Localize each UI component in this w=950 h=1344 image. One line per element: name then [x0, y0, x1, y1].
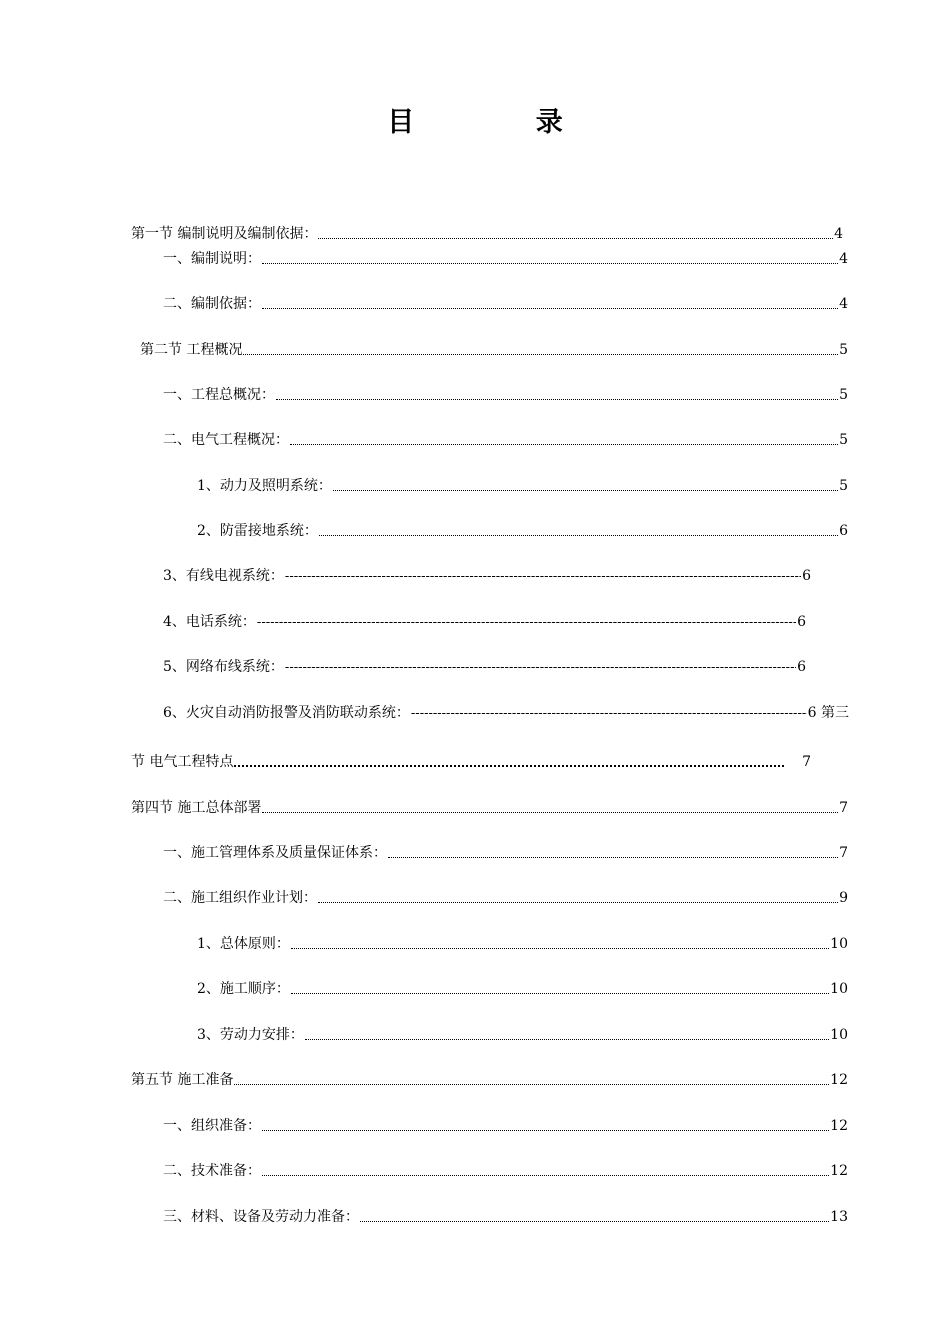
dot-leader: [319, 534, 838, 536]
dash-leader: [411, 705, 807, 723]
dot-leader: [360, 1220, 829, 1222]
dot-leader: [262, 1129, 829, 1131]
toc-page: 6: [839, 523, 848, 539]
toc-entry[interactable]: [163, 386, 848, 404]
toc-entry[interactable]: [163, 704, 849, 722]
toc-entry[interactable]: [131, 225, 843, 243]
toc-entry[interactable]: [197, 980, 848, 998]
toc-page: 5: [839, 432, 848, 448]
toc-label: 一、组织准备：: [163, 1118, 261, 1134]
dot-leader: [262, 811, 838, 813]
dot-leader: [262, 1174, 829, 1176]
toc-entry[interactable]: [163, 1117, 848, 1135]
dot-leader: [333, 489, 838, 491]
toc-label: 一、施工管理体系及质量保证体系：: [163, 845, 387, 861]
page-title: 目 录: [387, 107, 619, 138]
toc-entry[interactable]: [197, 935, 848, 953]
toc-page: 7: [839, 800, 848, 816]
toc-label: 第二节 工程概况: [140, 342, 243, 358]
toc-entry[interactable]: [163, 1162, 848, 1180]
toc-page: 10: [830, 1027, 848, 1043]
dot-leader: [318, 901, 838, 903]
toc-label: 6、火灾自动消防报警及消防联动系统：: [163, 705, 410, 721]
toc-page: 7: [839, 845, 848, 861]
toc-label: 一、工程总概况：: [163, 387, 275, 403]
toc-page: 9: [839, 890, 848, 906]
toc-page: 6: [797, 614, 806, 630]
toc-label: 2、防雷接地系统：: [197, 523, 318, 539]
toc-label: 3、有线电视系统：: [163, 568, 284, 584]
toc-page: 12: [830, 1072, 848, 1088]
toc-label: 一、编制说明：: [163, 251, 261, 267]
toc-label: 第五节 施工准备: [131, 1072, 234, 1088]
dot-leader: [291, 947, 829, 949]
toc-page: 12: [830, 1163, 848, 1179]
toc-entry[interactable]: [163, 431, 848, 449]
toc-entry[interactable]: [131, 799, 848, 817]
toc-label: 二、施工组织作业计划：: [163, 890, 317, 906]
toc-page: 5: [839, 387, 848, 403]
toc-label: 节 电气工程特点: [131, 754, 234, 770]
toc-page: 5: [839, 478, 848, 494]
toc-page: 13: [830, 1209, 848, 1225]
toc-page: 6: [797, 659, 806, 675]
dot-leader: [291, 992, 829, 994]
toc-page: 7: [802, 754, 811, 770]
dot-leader: [262, 262, 838, 264]
toc-entry[interactable]: [163, 613, 806, 631]
toc-page: 12: [830, 1118, 848, 1134]
dot-leader: [318, 237, 833, 239]
toc-label: 4、电话系统：: [163, 614, 256, 630]
dot-leader: [234, 1083, 829, 1085]
toc-page: 6: [802, 568, 811, 584]
dash-leader: [285, 659, 796, 677]
dash-leader: [257, 614, 796, 632]
dot-leader: [234, 764, 784, 767]
toc-entry[interactable]: [140, 341, 848, 359]
toc-label: 三、材料、设备及劳动力准备：: [163, 1209, 359, 1225]
toc-page: 4: [839, 296, 848, 312]
dot-leader: [388, 856, 838, 858]
dot-leader: [243, 353, 838, 355]
dot-leader: [305, 1038, 829, 1040]
toc-label: 第一节 编制说明及编制依据：: [131, 226, 318, 242]
toc-entry[interactable]: [131, 753, 811, 771]
toc-page: 4: [834, 226, 843, 242]
toc-page: 6 第三: [807, 705, 849, 721]
toc-label: 二、电气工程概况：: [163, 432, 289, 448]
toc-label: 3、劳动力安排：: [197, 1027, 304, 1043]
toc-entry[interactable]: [197, 1026, 848, 1044]
toc-page: 10: [830, 936, 848, 952]
toc-label: 5、网络布线系统：: [163, 659, 284, 675]
toc-entry[interactable]: [163, 889, 848, 907]
toc-page: 4: [839, 251, 848, 267]
dot-leader: [290, 443, 838, 445]
toc-label: 二、编制依据：: [163, 296, 261, 312]
toc-entry[interactable]: [197, 522, 848, 540]
toc-entry[interactable]: [163, 658, 806, 676]
toc-label: 第四节 施工总体部署: [131, 800, 262, 816]
toc-label: 2、施工顺序：: [197, 981, 290, 997]
toc-label: 1、总体原则：: [197, 936, 290, 952]
toc-label: 二、技术准备：: [163, 1163, 261, 1179]
toc-entry[interactable]: [163, 1208, 848, 1226]
toc-label: 1、动力及照明系统：: [197, 478, 332, 494]
dash-leader: [285, 568, 801, 586]
dot-leader: [262, 307, 838, 309]
dot-leader: [276, 398, 838, 400]
toc-entry[interactable]: [197, 477, 848, 495]
toc-page: 5: [839, 342, 848, 358]
toc-entry[interactable]: [131, 1071, 848, 1089]
toc-entry[interactable]: [163, 567, 811, 585]
toc-entry[interactable]: [163, 250, 848, 268]
toc-entry[interactable]: [163, 844, 848, 862]
toc-page: 10: [830, 981, 848, 997]
toc-entry[interactable]: [163, 295, 848, 313]
